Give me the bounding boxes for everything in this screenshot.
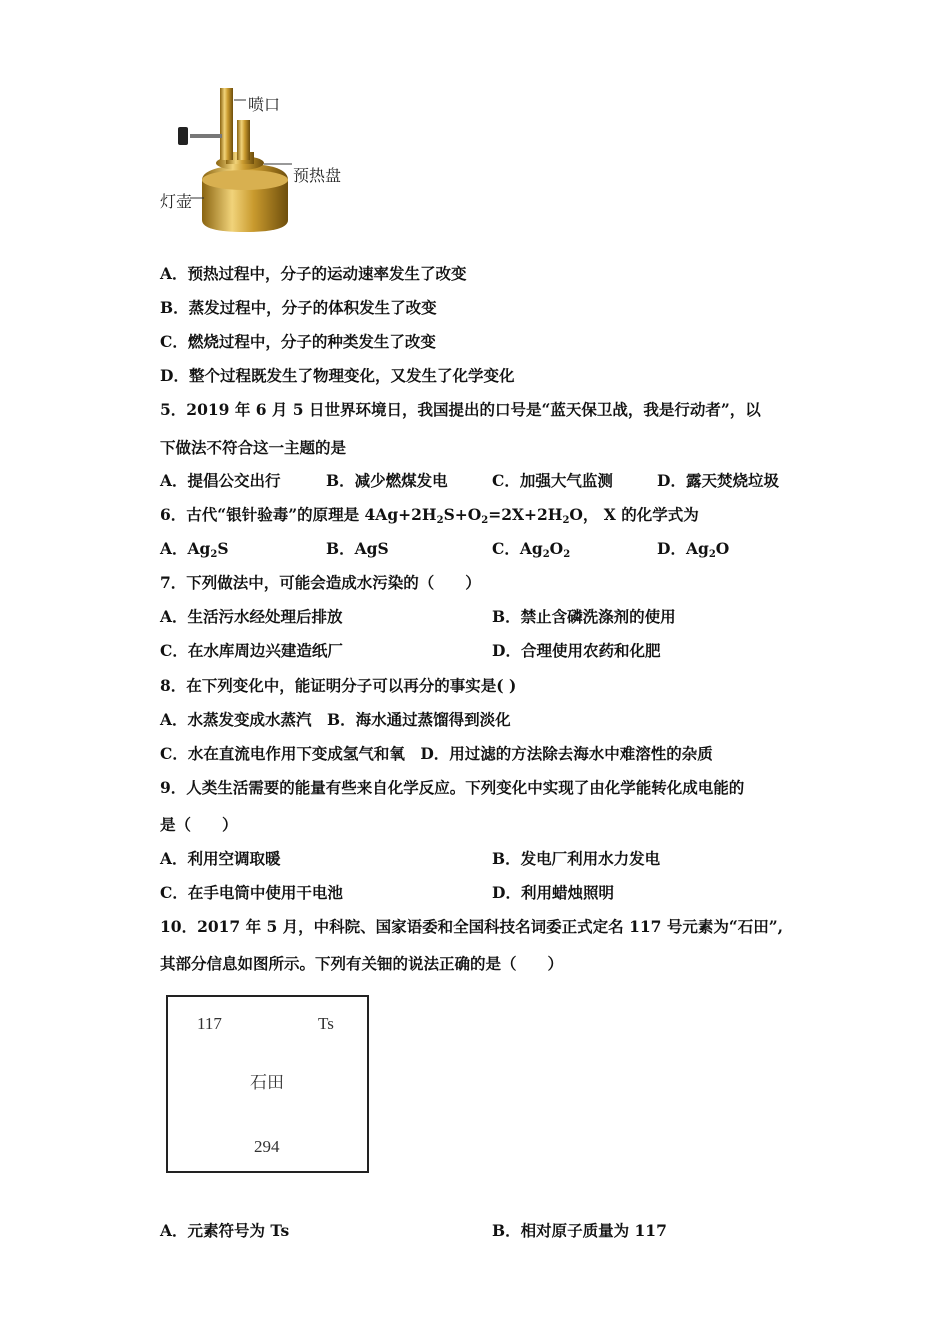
- q6-a-sub: 2: [210, 549, 218, 560]
- q8-options-cd: C．水在直流电作用下变成氢气和氧 D．用过滤的方法除去海水中难溶性的杂质: [160, 744, 713, 763]
- q5-option-a: A．提倡公交出行: [160, 471, 281, 490]
- q6-sub-h2o: 2: [562, 515, 570, 526]
- q6-stem-s-o: S+O: [443, 505, 482, 524]
- element-atomic-mass: 294: [254, 1137, 280, 1156]
- q7-stem: 7．下列做法中，可能会造成水污染的（ ）: [160, 573, 481, 592]
- q9-stem-line2: 是（ ）: [160, 815, 238, 834]
- q6-a-suffix: S: [217, 539, 229, 558]
- q6-stem: [160, 503, 699, 526]
- q6-option-d: [657, 537, 729, 560]
- q6-c-sub1: 2: [542, 549, 550, 560]
- element-symbol: Ts: [318, 1014, 334, 1033]
- q6-sub-h2: 2: [436, 515, 444, 526]
- q6-d-sub: 2: [708, 549, 716, 560]
- q4-option-c: C．燃烧过程中，分子的种类发生了改变: [160, 332, 436, 351]
- q7-option-b: B．禁止含磷洗涤剂的使用: [492, 607, 676, 626]
- q5-option-b: B．减少燃煤发电: [326, 471, 448, 490]
- q5-stem-line2: 下做法不符合这一主题的是: [160, 438, 347, 457]
- q6-sub-o2: 2: [481, 515, 489, 526]
- q9-option-a: A．利用空调取暖: [160, 849, 281, 868]
- q6-c-mid: O: [549, 539, 564, 558]
- q5-option-c: C．加强大气监测: [492, 471, 613, 490]
- q6-d-suffix: O: [715, 539, 730, 558]
- q10-stem-line2: 其部分信息如图所示。下列有关钿的说法正确的是（ ）: [160, 954, 564, 973]
- q7-option-a: A．生活污水经处理后排放: [160, 607, 343, 626]
- q10-stem-line1: 10．2017 年 5 月，中科院、国家语委和全国科技名词委正式定名 117 号元素为“石田”,: [160, 917, 784, 936]
- q4-option-a: A．预热过程中，分子的运动速率发生了改变: [160, 264, 467, 283]
- q6-stem-eq: =2X+2H: [488, 505, 563, 524]
- element-card: [166, 995, 369, 1173]
- q9-stem-line1: 9．人类生活需要的能量有些来自化学反应。下列变化中实现了由化学能转化成电能的: [160, 778, 745, 797]
- q4-option-b: B．蒸发过程中，分子的体积发生了改变: [160, 298, 437, 317]
- q6-stem-prefix: 6．古代“银针验毒”的原理是 4Ag+2H: [160, 505, 437, 524]
- q9-option-d: D．利用蜡烛照明: [492, 883, 614, 902]
- q7-option-d: D．合理使用农药和化肥: [492, 641, 661, 660]
- q5-stem-line1: 5．2019 年 6 月 5 日世界环境日，我国提出的口号是“蓝天保卫战，我是行动者”，以: [160, 400, 761, 419]
- q6-c-prefix: C．Ag: [492, 539, 543, 558]
- q7-option-c: C．在水库周边兴建造纸厂: [160, 641, 343, 660]
- element-atomic-number: 117: [197, 1014, 222, 1033]
- q8-stem: 8．在下列变化中，能证明分子可以再分的事实是( ): [160, 676, 517, 695]
- label-lamp-pot: 灯壶: [160, 192, 193, 211]
- q6-d-prefix: D．Ag: [657, 539, 709, 558]
- q6-stem-suffix: O， X 的化学式为: [569, 505, 699, 524]
- q6-option-a: [160, 537, 229, 560]
- q9-option-c: C．在手电筒中使用干电池: [160, 883, 343, 902]
- q6-option-c: [492, 537, 570, 560]
- q6-c-sub2: 2: [563, 549, 571, 560]
- element-name: 石田: [250, 1073, 284, 1093]
- q8-options-ab: A．水蒸发变成水蒸汽 B．海水通过蒸馏得到淡化: [160, 710, 511, 729]
- q10-option-b: B．相对原子质量为 117: [492, 1221, 667, 1240]
- q4-option-d: D．整个过程既发生了物理变化，又发生了化学变化: [160, 366, 515, 385]
- alcohol-lamp-figure: [160, 80, 360, 240]
- q6-a-prefix: A．Ag: [160, 539, 211, 558]
- q10-option-a: A．元素符号为 Ts: [160, 1221, 290, 1240]
- q5-option-d: D．露天焚烧垃圾: [657, 471, 779, 490]
- q6-option-b: B．AgS: [326, 539, 389, 558]
- q9-option-b: B．发电厂利用水力发电: [492, 849, 661, 868]
- label-preheat-dish: 预热盘: [293, 166, 342, 185]
- label-nozzle: 喷口: [248, 95, 281, 114]
